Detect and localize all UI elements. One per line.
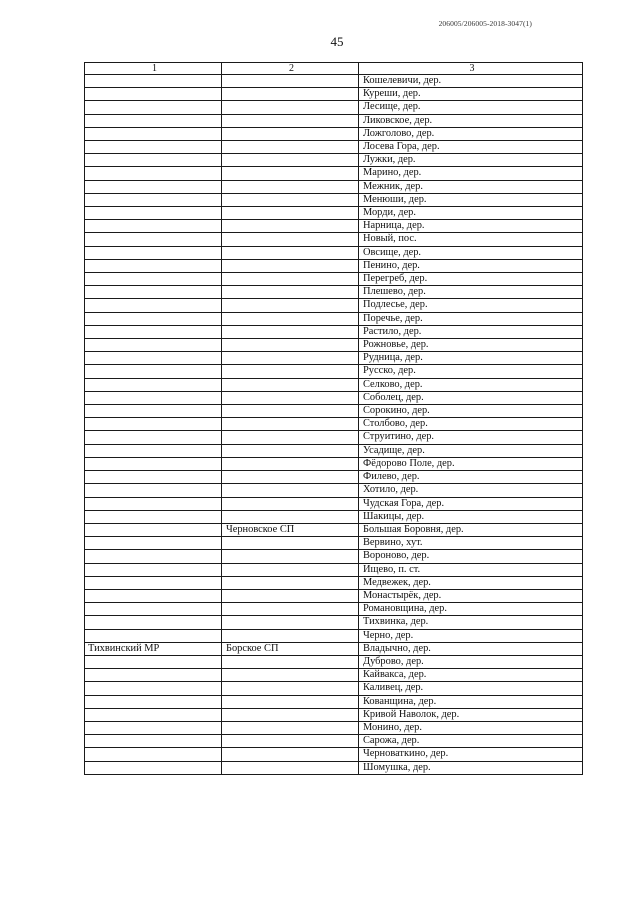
settlement-cell: Филево, дер. bbox=[359, 471, 583, 484]
district-cell bbox=[85, 629, 222, 642]
district-cell bbox=[85, 88, 222, 101]
settlement-cell: Черноваткино, дер. bbox=[359, 748, 583, 761]
settlement-cell: Ложголово, дер. bbox=[359, 127, 583, 140]
municipality-cell bbox=[222, 457, 359, 470]
district-cell bbox=[85, 669, 222, 682]
district-cell bbox=[85, 325, 222, 338]
municipality-cell bbox=[222, 761, 359, 774]
settlement-cell: Каливец, дер. bbox=[359, 682, 583, 695]
settlement-cell: Владычно, дер. bbox=[359, 642, 583, 655]
municipality-cell bbox=[222, 431, 359, 444]
municipality-cell bbox=[222, 391, 359, 404]
district-cell bbox=[85, 273, 222, 286]
settlement-cell: Кованщина, дер. bbox=[359, 695, 583, 708]
table-header-row bbox=[85, 63, 583, 75]
settlement-cell: Пенино, дер. bbox=[359, 259, 583, 272]
table-row bbox=[85, 748, 583, 761]
table-row bbox=[85, 233, 583, 246]
district-cell bbox=[85, 497, 222, 510]
table-row bbox=[85, 457, 583, 470]
municipality-cell bbox=[222, 721, 359, 734]
table-row bbox=[85, 141, 583, 154]
district-cell bbox=[85, 207, 222, 220]
district-cell bbox=[85, 101, 222, 114]
municipality-cell bbox=[222, 352, 359, 365]
district-cell bbox=[85, 484, 222, 497]
settlement-cell: Ищево, п. ст. bbox=[359, 563, 583, 576]
municipality-cell bbox=[222, 497, 359, 510]
settlement-cell: Большая Боровня, дер. bbox=[359, 523, 583, 536]
table-row bbox=[85, 167, 583, 180]
municipality-cell bbox=[222, 114, 359, 127]
table-row bbox=[85, 431, 583, 444]
district-cell bbox=[85, 312, 222, 325]
table-row bbox=[85, 695, 583, 708]
table-row bbox=[85, 114, 583, 127]
district-cell bbox=[85, 655, 222, 668]
municipality-cell bbox=[222, 537, 359, 550]
municipality-cell bbox=[222, 616, 359, 629]
municipality-cell bbox=[222, 589, 359, 602]
settlement-cell: Кошелевичи, дер. bbox=[359, 75, 583, 88]
table-header bbox=[85, 63, 583, 75]
settlement-cell: Вороново, дер. bbox=[359, 550, 583, 563]
settlement-cell: Медвежек, дер. bbox=[359, 576, 583, 589]
municipality-cell bbox=[222, 339, 359, 352]
column-header-1: 1 bbox=[85, 63, 222, 75]
settlement-cell: Дуброво, дер. bbox=[359, 655, 583, 668]
municipality-cell bbox=[222, 75, 359, 88]
table-row bbox=[85, 273, 583, 286]
table-row bbox=[85, 550, 583, 563]
table-row bbox=[85, 207, 583, 220]
district-cell bbox=[85, 259, 222, 272]
municipality-cell bbox=[222, 365, 359, 378]
settlement-cell: Тихвинка, дер. bbox=[359, 616, 583, 629]
table-row bbox=[85, 708, 583, 721]
municipality-cell bbox=[222, 259, 359, 272]
municipality-cell bbox=[222, 220, 359, 233]
table-row bbox=[85, 352, 583, 365]
table-row bbox=[85, 735, 583, 748]
table-row bbox=[85, 180, 583, 193]
municipality-cell bbox=[222, 154, 359, 167]
settlement-cell: Лесище, дер. bbox=[359, 101, 583, 114]
table-row bbox=[85, 721, 583, 734]
district-cell bbox=[85, 616, 222, 629]
district-cell bbox=[85, 418, 222, 431]
municipality-cell bbox=[222, 233, 359, 246]
settlement-cell: Русско, дер. bbox=[359, 365, 583, 378]
municipality-cell bbox=[222, 207, 359, 220]
column-header-2: 2 bbox=[222, 63, 359, 75]
district-cell bbox=[85, 127, 222, 140]
settlement-cell: Овсище, дер. bbox=[359, 246, 583, 259]
settlement-cell: Селково, дер. bbox=[359, 378, 583, 391]
settlement-cell: Лосева Гора, дер. bbox=[359, 141, 583, 154]
table-row bbox=[85, 669, 583, 682]
municipality-cell bbox=[222, 193, 359, 206]
district-cell bbox=[85, 576, 222, 589]
municipality-cell bbox=[222, 735, 359, 748]
table-row bbox=[85, 286, 583, 299]
settlement-cell: Соболец, дер. bbox=[359, 391, 583, 404]
settlement-cell: Монастырёк, дер. bbox=[359, 589, 583, 602]
table-row bbox=[85, 220, 583, 233]
district-cell bbox=[85, 405, 222, 418]
settlement-cell: Кайвакса, дер. bbox=[359, 669, 583, 682]
municipality-cell bbox=[222, 695, 359, 708]
district-cell bbox=[85, 682, 222, 695]
municipality-cell bbox=[222, 378, 359, 391]
table-row bbox=[85, 616, 583, 629]
settlement-cell: Вервино, хут. bbox=[359, 537, 583, 550]
district-cell bbox=[85, 75, 222, 88]
table-row bbox=[85, 391, 583, 404]
municipality-cell bbox=[222, 550, 359, 563]
settlement-cell: Перегреб, дер. bbox=[359, 273, 583, 286]
municipality-cell bbox=[222, 682, 359, 695]
municipality-cell bbox=[222, 141, 359, 154]
settlement-cell: Рудница, дер. bbox=[359, 352, 583, 365]
table-row bbox=[85, 523, 583, 536]
table-row bbox=[85, 682, 583, 695]
municipality-cell bbox=[222, 101, 359, 114]
settlement-cell: Межник, дер. bbox=[359, 180, 583, 193]
district-cell bbox=[85, 721, 222, 734]
table-row bbox=[85, 88, 583, 101]
settlement-cell: Монино, дер. bbox=[359, 721, 583, 734]
settlement-cell: Хотило, дер. bbox=[359, 484, 583, 497]
district-cell bbox=[85, 246, 222, 259]
district-cell bbox=[85, 444, 222, 457]
document-reference-number: 206005/206005-2018-3047(1) bbox=[438, 19, 532, 28]
table-row bbox=[85, 471, 583, 484]
municipality-cell bbox=[222, 273, 359, 286]
settlement-cell: Поречье, дер. bbox=[359, 312, 583, 325]
district-cell bbox=[85, 378, 222, 391]
district-cell bbox=[85, 457, 222, 470]
settlement-cell: Подлесье, дер. bbox=[359, 299, 583, 312]
district-cell bbox=[85, 141, 222, 154]
district-cell bbox=[85, 154, 222, 167]
municipality-cell bbox=[222, 299, 359, 312]
district-cell bbox=[85, 391, 222, 404]
table-row bbox=[85, 444, 583, 457]
district-cell bbox=[85, 708, 222, 721]
settlement-cell: Чудская Гора, дер. bbox=[359, 497, 583, 510]
table-row bbox=[85, 576, 583, 589]
district-cell bbox=[85, 339, 222, 352]
table-row bbox=[85, 312, 583, 325]
municipality-cell bbox=[222, 180, 359, 193]
table-row bbox=[85, 642, 583, 655]
municipality-cell bbox=[222, 669, 359, 682]
table-row bbox=[85, 246, 583, 259]
district-cell bbox=[85, 695, 222, 708]
settlement-cell: Кривой Наволок, дер. bbox=[359, 708, 583, 721]
table-row bbox=[85, 603, 583, 616]
settlements-table bbox=[84, 62, 583, 775]
district-cell bbox=[85, 589, 222, 602]
settlement-cell: Романовщина, дер. bbox=[359, 603, 583, 616]
table-row bbox=[85, 537, 583, 550]
settlement-cell: Рожновье, дер. bbox=[359, 339, 583, 352]
municipality-cell bbox=[222, 603, 359, 616]
municipality-cell bbox=[222, 708, 359, 721]
district-cell bbox=[85, 431, 222, 444]
district-cell bbox=[85, 603, 222, 616]
settlement-cell: Ликовское, дер. bbox=[359, 114, 583, 127]
settlement-cell: Шакицы, дер. bbox=[359, 510, 583, 523]
settlement-cell: Нарница, дер. bbox=[359, 220, 583, 233]
table-row bbox=[85, 259, 583, 272]
district-cell bbox=[85, 180, 222, 193]
settlement-cell: Сорокино, дер. bbox=[359, 405, 583, 418]
settlement-cell: Шомушка, дер. bbox=[359, 761, 583, 774]
settlement-cell: Морди, дер. bbox=[359, 207, 583, 220]
table-row bbox=[85, 378, 583, 391]
settlement-cell: Струитино, дер. bbox=[359, 431, 583, 444]
table-row bbox=[85, 127, 583, 140]
table-row bbox=[85, 339, 583, 352]
district-cell bbox=[85, 735, 222, 748]
district-cell bbox=[85, 352, 222, 365]
table-row bbox=[85, 193, 583, 206]
table-row bbox=[85, 418, 583, 431]
district-cell bbox=[85, 510, 222, 523]
district-cell bbox=[85, 233, 222, 246]
municipality-cell bbox=[222, 286, 359, 299]
district-cell bbox=[85, 114, 222, 127]
table-row bbox=[85, 655, 583, 668]
settlement-cell: Усадище, дер. bbox=[359, 444, 583, 457]
settlement-cell: Растило, дер. bbox=[359, 325, 583, 338]
district-cell bbox=[85, 365, 222, 378]
district-cell bbox=[85, 299, 222, 312]
municipality-cell bbox=[222, 312, 359, 325]
settlement-cell: Марино, дер. bbox=[359, 167, 583, 180]
municipality-cell bbox=[222, 629, 359, 642]
district-cell bbox=[85, 537, 222, 550]
municipality-cell bbox=[222, 484, 359, 497]
municipality-cell: Борское СП bbox=[222, 642, 359, 655]
table-row bbox=[85, 75, 583, 88]
table-row bbox=[85, 365, 583, 378]
district-cell bbox=[85, 193, 222, 206]
settlement-cell: Черно, дер. bbox=[359, 629, 583, 642]
table-body bbox=[85, 75, 583, 775]
district-cell bbox=[85, 550, 222, 563]
settlement-cell: Столбово, дер. bbox=[359, 418, 583, 431]
table-row bbox=[85, 761, 583, 774]
municipality-cell bbox=[222, 88, 359, 101]
table-row bbox=[85, 299, 583, 312]
column-header-3: 3 bbox=[359, 63, 583, 75]
municipality-cell bbox=[222, 510, 359, 523]
table-row bbox=[85, 589, 583, 602]
municipality-cell bbox=[222, 418, 359, 431]
settlement-cell: Лужки, дер. bbox=[359, 154, 583, 167]
municipality-cell bbox=[222, 167, 359, 180]
table-row bbox=[85, 405, 583, 418]
page-number: 45 bbox=[330, 34, 344, 49]
district-cell bbox=[85, 748, 222, 761]
settlement-cell: Фёдорово Поле, дер. bbox=[359, 457, 583, 470]
municipality-cell bbox=[222, 246, 359, 259]
district-cell bbox=[85, 167, 222, 180]
table-row bbox=[85, 497, 583, 510]
settlement-cell: Куреши, дер. bbox=[359, 88, 583, 101]
municipality-cell bbox=[222, 444, 359, 457]
municipality-cell bbox=[222, 405, 359, 418]
municipality-cell bbox=[222, 127, 359, 140]
table-row bbox=[85, 325, 583, 338]
municipality-cell bbox=[222, 325, 359, 338]
municipality-cell bbox=[222, 563, 359, 576]
settlements-table-container bbox=[84, 62, 582, 775]
district-cell: Тихвинский МР bbox=[85, 642, 222, 655]
settlement-cell: Менюши, дер. bbox=[359, 193, 583, 206]
settlement-cell: Новый, пос. bbox=[359, 233, 583, 246]
district-cell bbox=[85, 761, 222, 774]
district-cell bbox=[85, 286, 222, 299]
municipality-cell bbox=[222, 655, 359, 668]
settlement-cell: Плешево, дер. bbox=[359, 286, 583, 299]
table-row bbox=[85, 563, 583, 576]
district-cell bbox=[85, 471, 222, 484]
municipality-cell bbox=[222, 748, 359, 761]
table-row bbox=[85, 510, 583, 523]
district-cell bbox=[85, 220, 222, 233]
district-cell bbox=[85, 563, 222, 576]
table-row bbox=[85, 484, 583, 497]
municipality-cell: Черновское СП bbox=[222, 523, 359, 536]
table-row bbox=[85, 154, 583, 167]
settlement-cell: Сарожа, дер. bbox=[359, 735, 583, 748]
table-row bbox=[85, 101, 583, 114]
municipality-cell bbox=[222, 471, 359, 484]
municipality-cell bbox=[222, 576, 359, 589]
table-row bbox=[85, 629, 583, 642]
district-cell bbox=[85, 523, 222, 536]
